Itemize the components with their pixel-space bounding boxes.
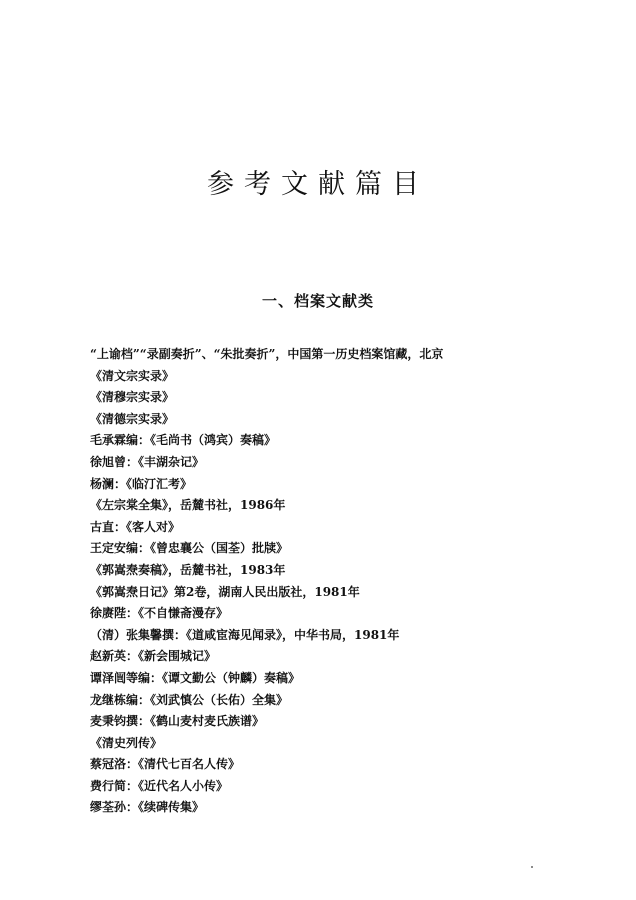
bibliography-entry: 《郭嵩焘奏稿》，岳麓书社，1983年 xyxy=(90,562,286,577)
page-title: 参考文献篇目 xyxy=(207,169,429,200)
bibliography-entry: 麦秉钧撰：《鹤山麦村麦氏族谱》 xyxy=(90,714,265,729)
bibliography-entry: 《清德宗实录》 xyxy=(90,411,175,426)
bibliography-entry: 《清史列传》 xyxy=(90,735,163,750)
bibliography-entry: 缪荃孙：《续碑传集》 xyxy=(90,800,205,815)
bibliography-entry: 徐赓陛：《不自慊斋漫存》 xyxy=(90,606,229,621)
bibliography-entry: 龙继栋编：《刘武慎公（长佑）全集》 xyxy=(90,692,289,707)
bibliography-entry: 《清文宗实录》 xyxy=(90,368,175,383)
bibliography-entry: 徐旭曾：《丰湖杂记》 xyxy=(90,454,205,469)
bibliography-entry: 费行简：《近代名人小传》 xyxy=(90,778,229,793)
bibliography-entry: 蔡冠洛：《清代七百名人传》 xyxy=(90,757,241,772)
section-heading: 一、档案文献类 xyxy=(261,292,374,310)
bibliography-entry: 谭泽闿等编：《谭文勤公（钟麟）奏稿》 xyxy=(90,670,301,685)
bibliography-entry: （清）张集馨撰：《道咸宦海见闻录》，中华书局，1981年 xyxy=(90,627,400,642)
bibliography-entry: 古直：《客人对》 xyxy=(90,519,181,534)
bibliography-entry: 《左宗棠全集》，岳麓书社，1986年 xyxy=(90,498,286,513)
bibliography-entry: 王定安编：《曾忠襄公（国荃）批牍》 xyxy=(90,541,289,556)
scan-speck xyxy=(531,866,533,868)
bibliography-entry: 毛承霖编：《毛尚书（鸿宾）奏稿》 xyxy=(90,433,277,448)
bibliography-list xyxy=(90,344,510,819)
bibliography-entry: 杨澜：《临汀汇考》 xyxy=(90,476,193,491)
bibliography-entry: 《清穆宗实录》 xyxy=(90,390,175,405)
bibliography-entry: 赵新英：《新会围城记》 xyxy=(90,649,217,664)
bibliography-entry: 《郭嵩焘日记》第2卷，湖南人民出版社，1981年 xyxy=(90,584,360,599)
bibliography-entry: “上谕档”“录副奏折”、“朱批奏折”，中国第一历史档案馆藏，北京 xyxy=(90,347,444,361)
